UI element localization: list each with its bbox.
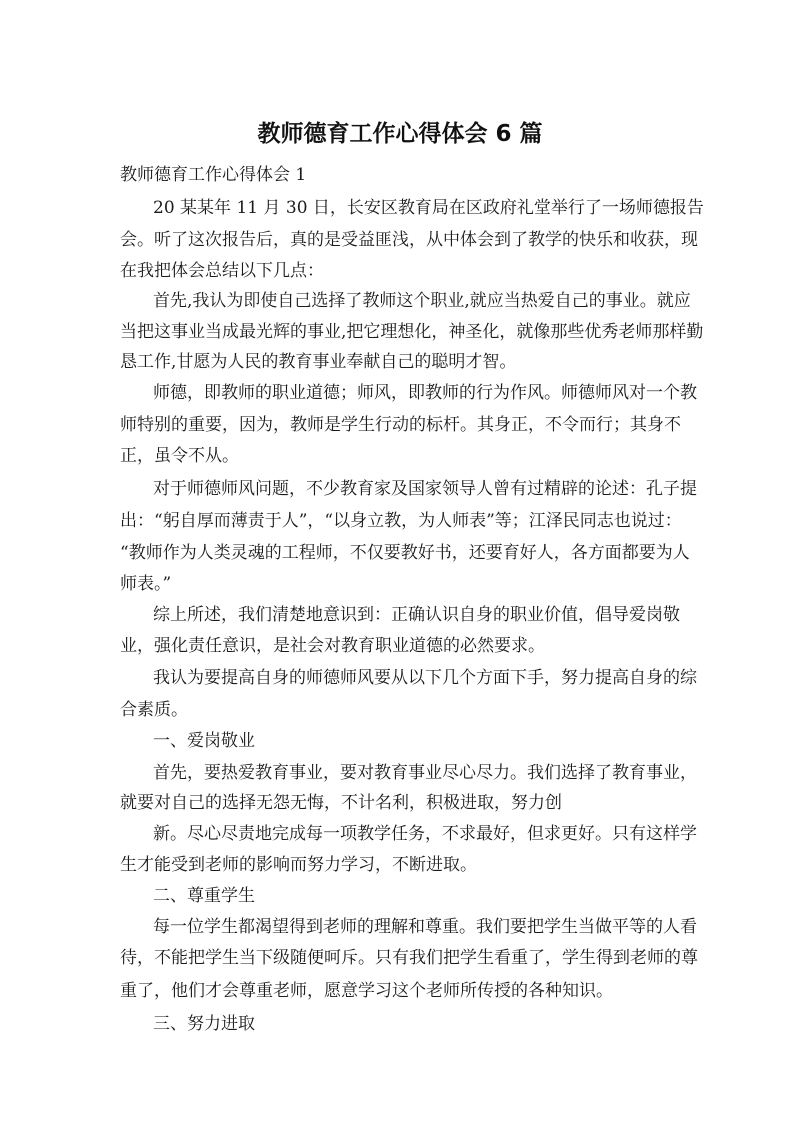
section-heading: 三、努力进取 [153,1014,255,1034]
paragraph-line: 业，强化责任意识，是社会对教育职业道德的必然要求。 [120,636,545,656]
paragraph-line: 当把这事业当成最光辉的事业,把它理想化，神圣化，就像那些优秀老师那样勤 [120,322,704,342]
paragraph-line: 出：“躬自厚而薄责于人”，“以身立教，为人师表”等；江泽民同志也说过： [120,511,682,531]
paragraph-line: 待，不能把学生当下级随便呵斥。只有我们把学生看重了，学生得到老师的尊 [120,948,698,968]
paragraph-line: “教师作为人类灵魂的工程师，不仅要教好书，还要育好人，各方面都要为人 [120,543,690,563]
paragraph-line: 首先，要热爱教育事业，要对教育事业尽心尽力。我们选择了教育事业， [153,763,697,783]
section-heading: 一、爱岗敬业 [153,731,255,751]
paragraph-line: 会。听了这次报告后，真的是受益匪浅，从中体会到了教学的快乐和收获，现 [120,230,698,250]
paragraph-line: 在我把体会总结以下几点： [120,261,324,281]
paragraph-line: 合素质。 [120,700,188,720]
paragraph-line: 就要对自己的选择无怨无悔，不计名利，积极进取，努力创 [120,793,562,813]
paragraph-line: 师表。” [120,574,172,594]
paragraph-line: 综上所述，我们清楚地意识到：正确认识自身的职业价值，倡导爱岗敬 [153,605,680,625]
paragraph-line: 首先,我认为即使自己选择了教师这个职业,就应当热爱自己的事业。就应 [153,291,691,311]
paragraph-line: 生才能受到老师的影响而努力学习，不断进取。 [120,855,477,875]
document-title: 教师德育工作心得体会 6 篇 [257,121,543,147]
paragraph-line: 我认为要提高自身的师德师风要从以下几个方面下手，努力提高自身的综 [153,668,697,688]
paragraph-line: 恳工作,甘愿为人民的教育事业奉献自己的聪明才智。 [120,352,517,372]
paragraph-line: 师特别的重要，因为，教师是学生行动的标杆。其身正，不令而行；其身不 [120,415,681,435]
paragraph-line: 重了，他们才会尊重老师，愿意学习这个老师所传授的各种知识。 [120,981,613,1001]
section-heading: 二、尊重学生 [153,886,255,906]
subtitle: 教师德育工作心得体会 1 [120,165,307,185]
paragraph-line: 新。尽心尽责地完成每一项教学任务，不求最好，但求更好。只有这样学 [153,824,697,844]
paragraph-line: 20 某某年 11 月 30 日，长安区教育局在区政府礼堂举行了一场师德报告 [153,198,704,218]
paragraph-line: 师德，即教师的职业道德；师风，即教师的行为作风。师德师风对一个教 [153,383,697,403]
paragraph-line: 正，虽令不从。 [120,446,239,466]
paragraph-line: 对于师德师风问题，不少教育家及国家领导人曾有过精辟的论述：孔子提 [153,479,697,499]
paragraph-line: 每一位学生都渴望得到老师的理解和尊重。我们要把学生当做平等的人看 [153,917,697,937]
